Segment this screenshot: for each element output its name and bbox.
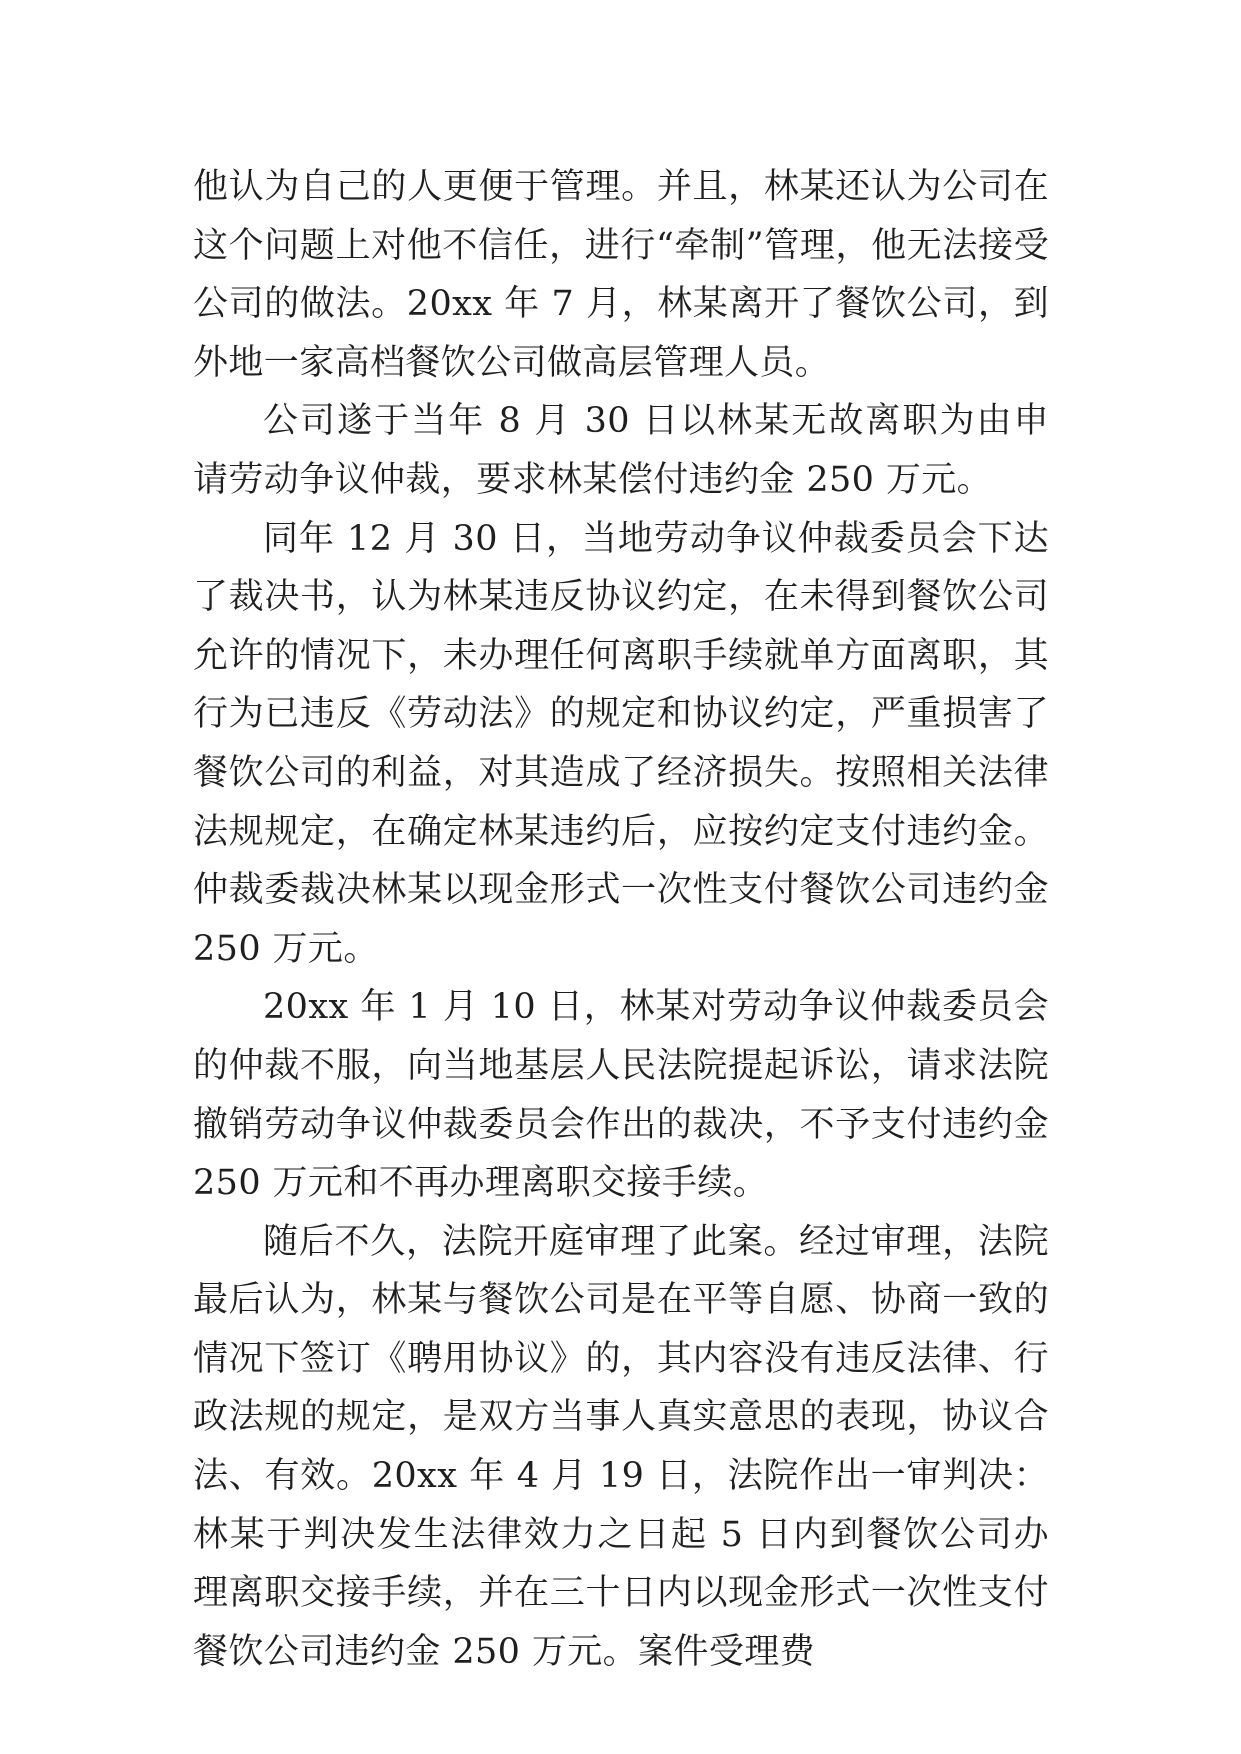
document-body <box>193 158 1049 1681</box>
paragraph-2: 公司遂于当年 8 月 30 日以林某无故离职为由申请劳动争议仲裁，要求林某偿付违约金 250 万元。 <box>193 401 1049 500</box>
paragraph-3: 同年 12 月 30 日，当地劳动争议仲裁委员会下达了裁决书，认为林某违反协议约定，在未得到餐饮公司允许的情况下，未办理任何离职手续就单方面离职，其行为已违反《劳动法》的规定和协议约定，严重损害了餐饮公司的利益，对其造成了经济损失。按照相关法律法规规定，在确定林某违约后，应按约定支付违约金。仲裁委裁决林某以现金形式一次性支付餐饮公司违约金 250 万元。 <box>193 518 1049 969</box>
paragraph-1: 他认为自己的人更便于管理。并且，林某还认为公司在这个问题上对他不信任，进行“牵制”管理，他无法接受公司的做法。20xx 年 7 月，林某离开了餐饮公司，到外地一家高档餐饮公司做高层管理人员。 <box>193 167 1049 383</box>
paragraph-4: 20xx 年 1 月 10 日，林某对劳动争议仲裁委员会的仲裁不服，向当地基层人民法院提起诉讼，请求法院撤销劳动争议仲裁委员会作出的裁决，不予支付违约金 250 万元和不再办理离职交接手续。 <box>193 987 1049 1204</box>
paragraph-5: 随后不久，法院开庭审理了此案。经过审理，法院最后认为，林某与餐饮公司是在平等自愿、协商一致的情况下签订《聘用协议》的，其内容没有违反法律、行政法规的规定，是双方当事人真实意思的表现，协议合法、有效。20xx 年 4 月 19 日，法院作出一审判决：林某于判决发生法律效力之日起 5 日内到餐饮公司办理离职交接手续，并在三十日内以现金形式一次性支付餐饮公司违约金 250 万元。案件受理费 <box>193 1221 1049 1672</box>
